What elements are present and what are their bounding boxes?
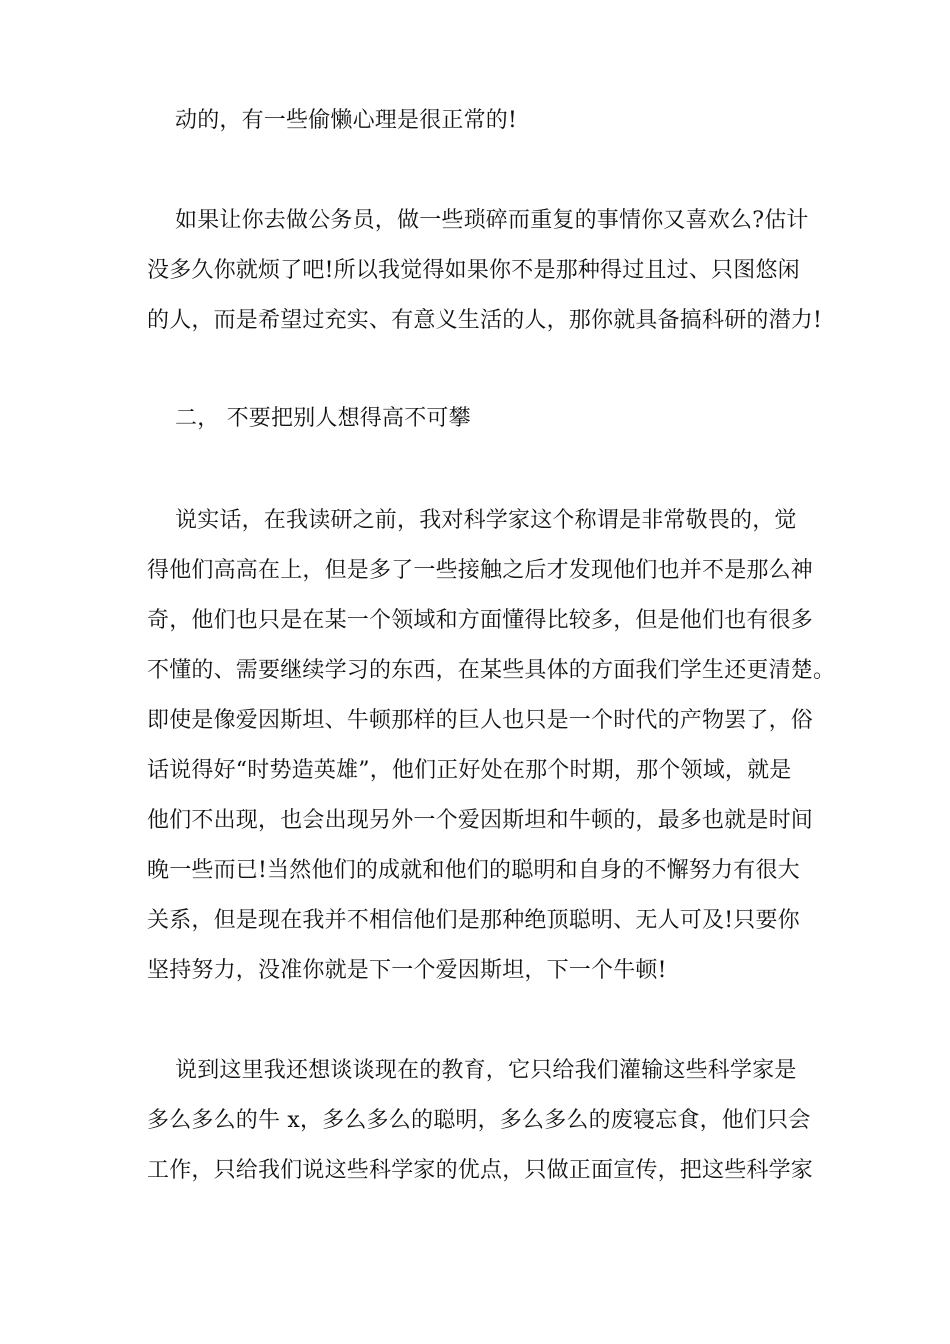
paragraph-line: 他们不出现，也会出现另外一个爱因斯坦和牛顿的，最多也就是时间 — [147, 808, 814, 833]
paragraph-line: 没多久你就烦了吧!所以我觉得如果你不是那种得过且过、只图悠闲 — [147, 258, 800, 283]
paragraph-line: 话说得好“时势造英雄”，他们正好处在那个时期，那个领域，就是 — [147, 758, 792, 783]
paragraph-line: 奇，他们也只是在某一个领域和方面懂得比较多，但是他们也有很多 — [147, 608, 814, 633]
paragraph-line: 得他们高高在上，但是多了一些接触之后才发现他们也并不是那么神 — [147, 558, 814, 583]
paragraph-line: 关系，但是现在我并不相信他们是那种绝顶聪明、无人可及!只要你 — [147, 908, 800, 933]
paragraph-line: 的人，而是希望过充实、有意义生活的人，那你就具备搞科研的潜力! — [147, 308, 823, 333]
paragraph-line: 说到这里我还想谈谈现在的教育，它只给我们灌输这些科学家是 — [175, 1058, 797, 1083]
paragraph-line: 不懂的、需要继续学习的东西，在某些具体的方面我们学生还更清楚。 — [147, 658, 836, 683]
paragraph-line: 即使是像爱因斯坦、牛顿那样的巨人也只是一个时代的产物罢了，俗 — [147, 708, 814, 733]
paragraph-line: 多么多么的牛 x，多么多么的聪明，多么多么的废寝忘食，他们只会 — [147, 1108, 811, 1133]
paragraph-line: 晚一些而已!当然他们的成就和他们的聪明和自身的不懈努力有很大 — [147, 858, 800, 883]
section-heading: 二， 不要把别人想得高不可攀 — [175, 406, 471, 431]
paragraph-line: 说实话，在我读研之前，我对科学家这个称谓是非常敬畏的，觉 — [175, 508, 797, 533]
text-line: 动的，有一些偷懒心理是很正常的! — [175, 108, 518, 133]
paragraph-line: 工作，只给我们说这些科学家的优点，只做正面宣传，把这些科学家 — [147, 1158, 814, 1183]
paragraph-line: 坚持努力，没准你就是下一个爱因斯坦，下一个牛顿! — [147, 958, 667, 983]
paragraph-line: 如果让你去做公务员，做一些琐碎而重复的事情你又喜欢么?估计 — [175, 208, 809, 233]
